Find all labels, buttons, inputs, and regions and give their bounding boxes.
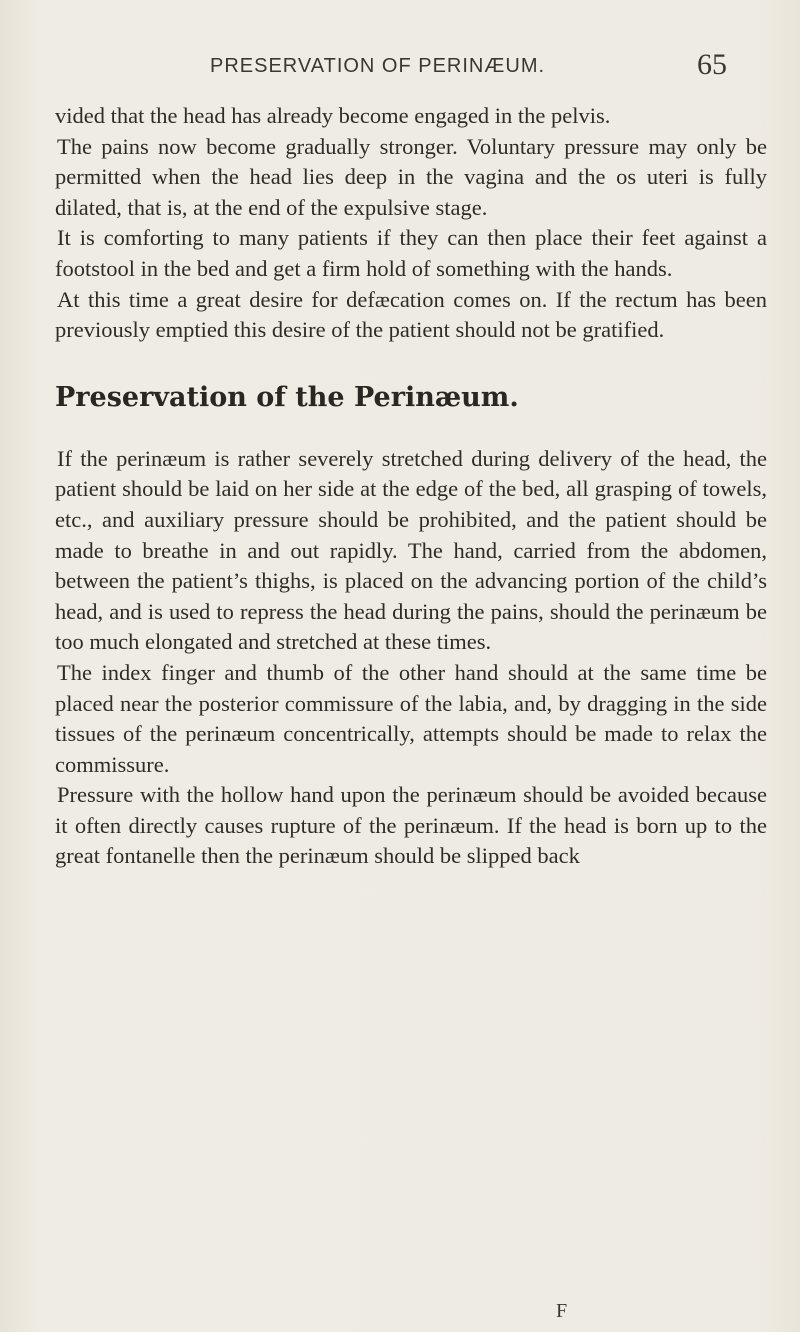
body-text [55, 101, 767, 872]
page-number: 65 [697, 48, 727, 81]
signature-mark: F [556, 1300, 568, 1322]
paragraph-hollow-hand: Pressure with the hollow hand upon the perinæum should be avoided because it often directly causes rupture of the perinæum. If the head is born up to the great fontanelle then the perinæum should be slipped back [55, 782, 767, 869]
paragraph-stretched-perinaeum: If the perinæum is rather severely stretched during delivery of the head, the patient should be laid on her side at the edge of the bed, all grasping of towels, etc., and auxiliary pressure should be prohibited, and the patient should be made to breathe in and out rapidly. The hand, carried from the abdomen, between the patient’s thighs, is placed on the advancing portion of the child’s head, and is used to repress the head during the pains, should the perinæum be too much elongated and stretched at these times. [55, 445, 767, 655]
running-head: PRESERVATION OF PERINÆUM. [210, 55, 546, 77]
paragraph-footstool: It is comforting to many patients if they can then place their feet against a footstool in the bed and get a firm hold of something with the hands. [55, 225, 767, 281]
paragraph-voluntary-pressure: The pains now become gradually stronger. Voluntary pressure may only be permitted when the head lies deep in the vagina and the os uteri is fully dilated, that is, at the end of the expulsive stage. [55, 133, 767, 220]
paragraph-defaecation: At this time a great desire for defæcation comes on. If the rectum has been previously emptied this desire of the patient should not be gratified. [55, 286, 767, 343]
paragraph-continuation: vided that the head has already become engaged in the pelvis. [55, 103, 611, 128]
paragraph-index-finger: The index finger and thumb of the other hand should at the same time be placed near the posterior commissure of the labia, and, by dragging in the side tissues of the perinæum concentrically, attempts should be made to relax the commissure. [55, 659, 767, 777]
section-heading: Preservation of the Perinæum. [55, 381, 519, 413]
